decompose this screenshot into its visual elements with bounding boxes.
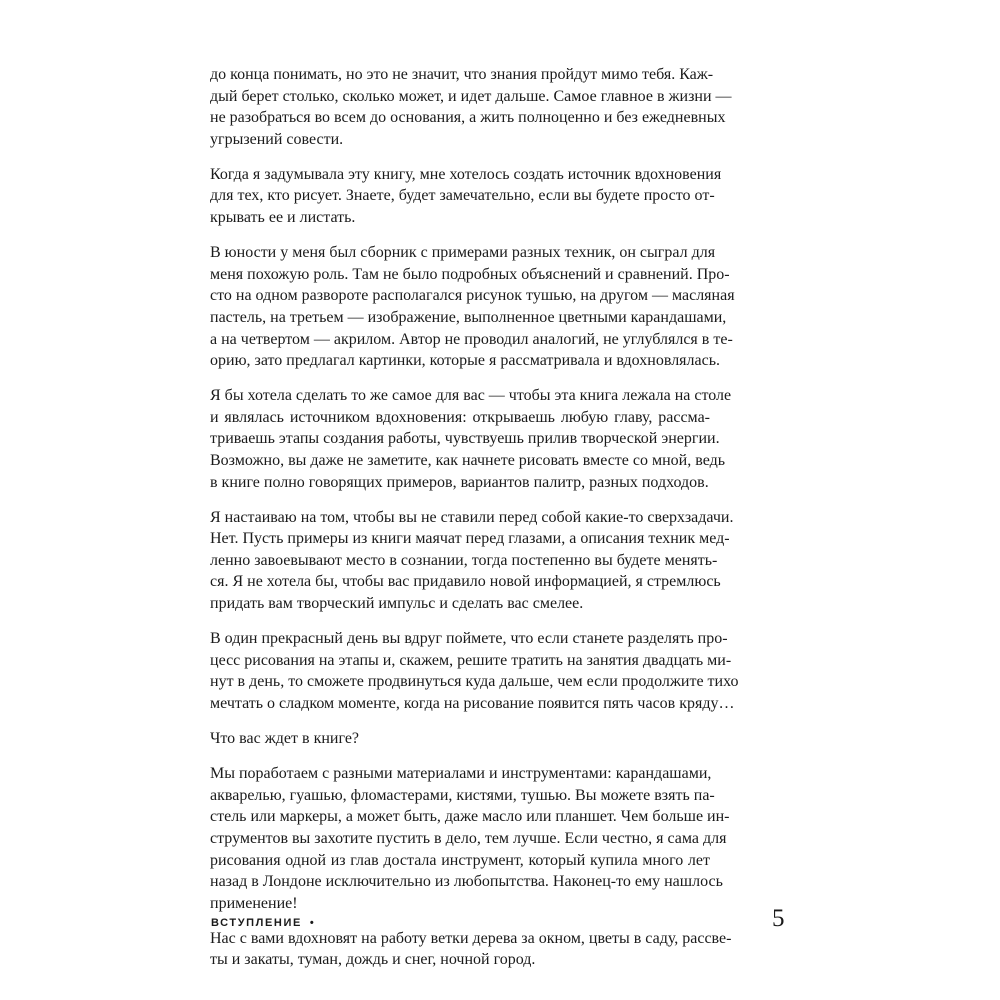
bullet-separator: • bbox=[309, 917, 314, 929]
text-line: ся. Я не хотела бы, чтобы вас придавило новой информацией, я стремлюсь bbox=[210, 573, 721, 591]
paragraph bbox=[210, 507, 734, 615]
text-line: Нас с вами вдохновят на работу ветки дерева за окном, цветы в саду, рассве- bbox=[210, 929, 732, 947]
text-line: орию, зато предлагал картинки, которые я рассматривала и вдохновлялась. bbox=[210, 352, 721, 370]
text-line: сто на одном развороте располагался рисунок тушью, на другом — масляная bbox=[210, 287, 735, 305]
text-line: до конца понимать, но это не значит, что знания пройдут мимо тебя. Каж- bbox=[210, 66, 714, 83]
text-line: не разобраться во всем до основания, а жить полноценно и без ежедневных bbox=[210, 109, 726, 127]
text-line: Что вас ждет в книге? bbox=[210, 730, 360, 748]
body-text bbox=[210, 64, 739, 984]
text-line: цесс рисования на этапы и, скажем, решите тратить на занятия двадцать ми- bbox=[210, 651, 732, 669]
text-line: крывать ее и листать. bbox=[210, 209, 356, 227]
section-label: ВСТУПЛЕНИЕ bbox=[211, 917, 302, 929]
running-footer bbox=[211, 917, 314, 929]
paragraph bbox=[210, 64, 732, 150]
text-line: Нет. Пусть примеры из книги маячат перед глазами, а описания техник мед- bbox=[210, 530, 730, 548]
text-line: триваешь этапы создания работы, чувствуешь прилив творческой энергии. bbox=[210, 430, 720, 448]
text-line: придать вам творческий импульс и сделать вас смелее. bbox=[210, 595, 584, 613]
text-line: угрызений совести. bbox=[210, 130, 344, 148]
text-line: Мы поработаем с разными материалами и инструментами: карандашами, bbox=[210, 765, 712, 783]
paragraph bbox=[210, 628, 739, 714]
text-line: меня похожую роль. Там не было подробных объяснений и сравнений. Про- bbox=[210, 265, 730, 283]
text-line: ленно завоевывают место в сознании, тогда постепенно вы будете менять- bbox=[210, 551, 718, 569]
text-line: стель или маркеры, а может быть, даже масло или планшет. Чем больше ин- bbox=[210, 808, 730, 826]
text-line: Я настаиваю на том, чтобы вы не ставили перед собой какие-то сверхзадачи. bbox=[210, 508, 734, 526]
text-line: дый берет столько, сколько может, и идет дальше. Самое главное в жизни — bbox=[210, 87, 732, 105]
text-line: для тех, кто рисует. Знаете, будет замечательно, если вы будете просто от- bbox=[210, 187, 715, 205]
text-line: Когда я задумывала эту книгу, мне хотелось создать источник вдохновения bbox=[210, 165, 722, 183]
text-line: Я бы хотела сделать то же самое для вас — чтобы эта книга лежала на столе bbox=[210, 387, 732, 405]
text-line: и являлась источником вдохновения: открываешь любую главу, рассма- bbox=[210, 408, 710, 426]
text-line: Возможно, вы даже не заметите, как начнете рисовать вместе со мной, ведь bbox=[210, 452, 726, 469]
text-line: В юности у меня был сборник с примерами разных техник, он сыграл для bbox=[210, 244, 716, 262]
text-line: струментов вы захотите пустить в дело, тем лучше. Если честно, я сама для bbox=[210, 829, 727, 847]
text-line: в книге полно говорящих примеров, вариантов палитр, разных подходов. bbox=[210, 473, 709, 491]
text-line: пастель, на третьем — изображение, выполненное цветными карандашами, bbox=[210, 308, 727, 326]
text-line: акварелью, гуашью, фломастерами, кистями, тушью. Вы можете взять па- bbox=[210, 786, 715, 804]
paragraph bbox=[210, 763, 730, 914]
text-line: В один прекрасный день вы вдруг поймете, что если станете разделять про- bbox=[210, 630, 728, 648]
text-line: назад в Лондоне исключительно из любопытства. Наконец-то ему нашлось bbox=[210, 873, 723, 891]
paragraph bbox=[210, 242, 735, 372]
paragraph bbox=[210, 928, 732, 971]
text-line: а на четвертом — акрилом. Автор не проводил аналогий, не углублялся в те- bbox=[210, 330, 733, 348]
text-line: применение! bbox=[210, 894, 298, 912]
text-line: рисования одной из глав достала инструмент, который купила много лет bbox=[210, 851, 710, 869]
paragraph bbox=[210, 385, 732, 493]
text-line: мечтать о сладком моменте, когда на рисование появится пять часов кряду… bbox=[210, 694, 735, 712]
paragraph bbox=[210, 728, 710, 750]
text-line: нут в день, то сможете продвинуться куда дальше, чем если продолжите тихо bbox=[210, 673, 739, 691]
text-line: ты и закаты, туман, дождь и снег, ночной город. bbox=[210, 951, 536, 969]
page-number: 5 bbox=[772, 905, 785, 932]
paragraph bbox=[210, 164, 722, 229]
